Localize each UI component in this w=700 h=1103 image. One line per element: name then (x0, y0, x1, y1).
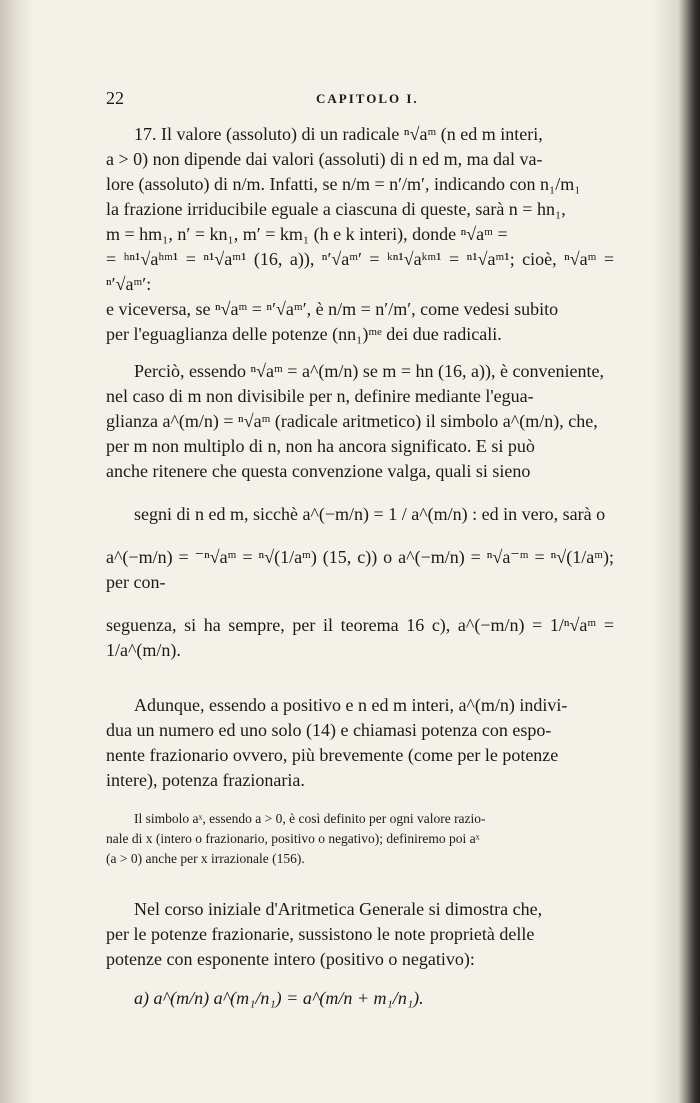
text-line: a^(−m/n) = ⁻ⁿ√aᵐ = ⁿ√(1/aᵐ) (15, c)) o a^(−m/n) = ⁿ√a⁻ᵐ = ⁿ√(1/aᵐ); per con- (106, 547, 614, 592)
scan-right-edge (652, 0, 700, 1103)
spacer (106, 484, 614, 502)
book-page (106, 80, 614, 1011)
text-line: nente frazionario ovvero, più brevemente (come per le potenze (106, 745, 559, 765)
paragraph-17 (106, 122, 614, 347)
text-line: 17. Il valore (assoluto) di un radicale ⁿ√aᵐ (n ed m interi, (134, 124, 543, 144)
text-line: anche ritenere che questa convenzione valga, quali si sieno (106, 461, 531, 481)
text-line: per m non multiplo di n, non ha ancora significato. E si può (106, 436, 535, 456)
paragraph-definition (106, 359, 614, 663)
paragraph-conclusion (106, 693, 614, 793)
text-line: lore (assoluto) di n/m. Infatti, se n/m = n′/m′, indicando con n₁/m₁ (106, 174, 581, 194)
text-line: Adunque, essendo a positivo e n ed m interi, a^(m/n) indivi- (134, 695, 568, 715)
text-line: segni di n ed m, sicchè a^(−m/n) = 1 / a^(m/n) : ed in vero, sarà o (134, 504, 606, 524)
text-line: potenze con esponente intero (positivo o negativo): (106, 949, 475, 969)
note-line: Il simbolo aˣ, essendo a > 0, è così definito per ogni valore razio- (134, 811, 486, 826)
note-line: nale di x (intero o frazionario, positivo o negativo); definiremo poi aˣ (106, 831, 480, 846)
spacer (106, 527, 614, 545)
text-line: Perciò, essendo ⁿ√aᵐ = a^(m/n) se m = hn (16, a)), è conveniente, (134, 361, 604, 381)
spacer (106, 595, 614, 613)
text-line: intere), potenza frazionaria. (106, 770, 305, 790)
text-line: nel caso di m non divisibile per n, definire mediante l'egua- (106, 386, 534, 406)
text-line: Nel corso iniziale d'Aritmetica Generale si dimostra che, (134, 899, 543, 919)
text-line: = ʰⁿ¹√aʰᵐ¹ = ⁿ¹√aᵐ¹ (16, a)), ⁿ′√aᵐ′ = ᵏⁿ¹√aᵏᵐ¹ = ⁿ¹√aᵐ¹; cioè, ⁿ√aᵐ = ⁿ′√aᵐ′: (106, 249, 614, 294)
page-number: 22 (106, 88, 124, 108)
text-line: glianza a^(m/n) = ⁿ√aᵐ (radicale aritmetico) il simbolo a^(m/n), che, (106, 411, 598, 431)
text-line: dua un numero ed uno solo (14) e chiamasi potenza con espo- (106, 720, 552, 740)
text-line: e viceversa, se ⁿ√aᵐ = ⁿ′√aᵐ′, è n/m = n′/m′, come vedesi subito (106, 299, 559, 319)
running-title: CAPITOLO I. (316, 91, 419, 106)
text-line: per le potenze frazionarie, sussistono le note proprietà delle (106, 924, 535, 944)
text-line: seguenza, si ha sempre, per il teorema 16 c), a^(−m/n) = 1/ⁿ√aᵐ = 1/a^(m/n). (106, 615, 614, 660)
paragraph-properties (106, 897, 614, 972)
footnote-block (106, 809, 614, 869)
text-line: la frazione irriducibile eguale a ciascuna di queste, sarà n = hn₁, (106, 199, 566, 219)
text-line: per l'eguaglianza delle potenze (nn₁)ᵐᵉ dei due radicali. (106, 324, 502, 344)
page-header (106, 80, 614, 110)
text-line: a > 0) non dipende dai valori (assoluti) di n ed m, ma dal va- (106, 149, 543, 169)
note-line: (a > 0) anche per x irrazionale (156). (106, 851, 305, 866)
text-line: m = hm₁, n′ = kn₁, m′ = km₁ (h e k interi), donde ⁿ√aᵐ = (106, 224, 508, 244)
formula-a: a) a^(m/n) a^(m₁/n₁) = a^(m/n + m₁/n₁). (134, 988, 424, 1008)
scan-left-edge (0, 0, 34, 1103)
